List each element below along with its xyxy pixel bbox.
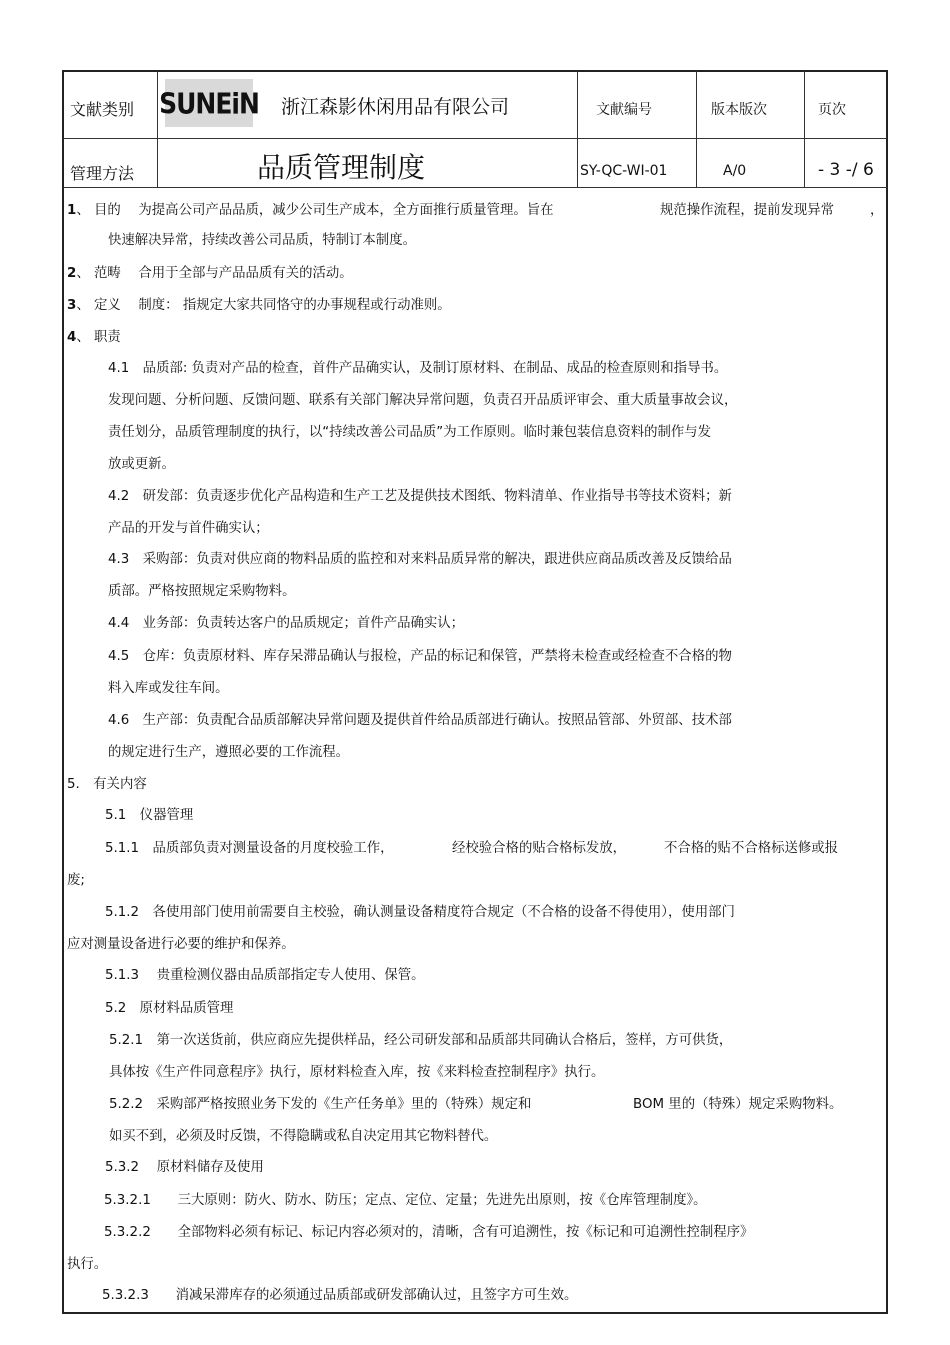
section-5: 5. 有关内容 [67,777,147,792]
header-bottom-line [63,187,887,188]
section-5-1-2: 5.1.2 各使用部门使用前需要自主校验，确认测量设备精度符合规定（不合格的设备不得使用），使用部门 [105,905,735,920]
section-4-2-b: 产品的开发与首件确实认； [108,521,269,536]
section-4-1-b: 发现问题、分析问题、反馈问题、联系有关部门解决异常问题，负责召开品质评审会、重大质量事故会议， [108,393,738,408]
section-5-2-1-b: 具体按《生产件同意程序》执行，原材料检查入库，按《来料检查控制程序》执行。 [109,1065,605,1080]
section-3-num: 3 [67,298,77,313]
section-5-1-1-d: 废; [67,873,85,888]
section-5-1-1: 5.1.1 品质部负责对测量设备的月度校验工作， [105,841,394,856]
section-3 [67,298,451,314]
section-4-1-c: 责任划分，品质管理制度的执行，以“持续改善公司品质”为工作原则。临时兼包装信息资料的制作与发 [108,425,712,440]
section-5-2-2-b: BOM 里的（特殊）规定采购物料。 [633,1097,843,1112]
section-5-1-3: 5.1.3 贵重检测仪器由品质部指定专人使用、保管。 [105,968,425,983]
section-5-3-2-1: 5.3.2.1 三大原则：防火、防水、防压；定点、定位、定量；先进先出原则，按《仓库管理制度》。 [104,1193,707,1208]
section-4-num: 4 [67,330,77,345]
section-4-1: 4.1 品质部: 负责对产品的检查，首件产品确实认，及制订原材料、在制品、成品的检查原则和指导书。 [108,361,728,376]
section-5-1-2-b: 应对测量设备进行必要的维护和保养。 [67,937,295,952]
header-divider [63,138,887,139]
section-5-3-2-2: 5.3.2.2 全部物料必须有标记、标记内容必须对的，清晰，含有可追溯性，按《标记和可追溯性控制程序》 [104,1225,754,1240]
section-2 [67,266,353,282]
section-5-1-1-b: 经校验合格的贴合格标发放， [452,841,627,856]
doc-no: SY-QC-WI-01 [580,163,668,179]
section-2-num: 2 [67,266,77,281]
document-title: 品质管理制度 [257,151,426,184]
section-1-comma: ， [870,203,884,218]
page-number: - 3 -/ 6 [818,160,874,180]
section-3-text: 、 定义 制度： 指规定大家共同恪守的办事规程或行动准则。 [76,298,451,313]
section-4-3: 4.3 采购部：负责对供应商的物料品质的监控和对来料品质异常的解决，跟进供应商品质改善及反馈给品 [108,552,732,567]
section-1-cont: 快速解决异常，持续改善公司品质，特制订本制度。 [108,233,416,248]
company-logo [159,79,259,127]
col-divider-3 [696,71,697,187]
category-label: 文献类别 [70,100,135,119]
version-label: 版本版次 [711,102,767,118]
section-1-num: 1 [67,203,77,218]
logo-text: SUNEiN [159,86,259,120]
page-label: 页次 [818,102,846,118]
section-5-3-2: 5.3.2 原材料储存及使用 [105,1160,264,1175]
section-4-6: 4.6 生产部：负责配合品质部解决异常问题及提供首件给品质部进行确认。按照品管部、外贸部、技术部 [108,713,732,728]
section-5-2-2-c: 如买不到，必须及时反馈，不得隐瞒或私自决定用其它物料替代。 [109,1129,498,1144]
section-5-1: 5.1 仪器管理 [105,808,194,823]
section-4-3-b: 质部。严格按照规定采购物料。 [108,584,296,599]
section-4-4: 4.4 业务部：负责转达客户的品质规定；首件产品确实认； [108,616,465,631]
section-1-text: 、 目的 为提高公司产品品质，减少公司生产成本，全方面推行质量管理。旨在 [76,203,554,218]
section-2-text: 、 范畴 合用于全部与产品品质有关的活动。 [76,266,353,281]
section-4-6-b: 的规定进行生产，遵照必要的工作流程。 [108,745,350,760]
section-5-3-2-3: 5.3.2.3 消减呆滞库存的必须通过品质部或研发部确认过，且签字方可生效。 [102,1288,578,1303]
section-5-2: 5.2 原材料品质管理 [105,1001,234,1016]
section-4-5: 4.5 仓库：负责原材料、库存呆滞品确认与报检，产品的标记和保管，严禁将未检查或经检查不合格的物 [108,649,732,664]
section-5-3-2-2-b: 执行。 [67,1257,108,1272]
section-4-text: 、 职责 [76,330,121,345]
section-4-5-b: 料入库或发往车间。 [108,681,229,696]
section-5-2-1: 5.2.1 第一次送货前，供应商应先提供样品，经公司研发部和品质部共同确认合格后，签样，方可供货， [109,1033,733,1048]
section-5-2-2: 5.2.2 采购部严格按照业务下发的《生产任务单》里的（特殊）规定和 [109,1097,532,1112]
col-divider-1 [157,71,158,187]
col-divider-4 [804,71,805,187]
section-5-1-1-c: 不合格的贴不合格标送修或报 [664,841,839,856]
section-4-2: 4.2 研发部：负责逐步优化产品构造和生产工艺及提供技术图纸、物料清单、作业指导书等技术资料；新 [108,489,732,504]
version: A/0 [723,163,747,179]
section-1-text-b: 规范操作流程，提前发现异常 [660,203,835,218]
section-1 [67,203,554,219]
doc-no-label: 文献编号 [596,102,652,118]
section-4 [67,330,121,346]
method-label: 管理方法 [70,164,135,183]
section-4-1-d: 放或更新。 [108,457,175,472]
col-divider-2 [577,71,578,187]
company-name: 浙江森影休闲用品有限公司 [281,96,510,118]
